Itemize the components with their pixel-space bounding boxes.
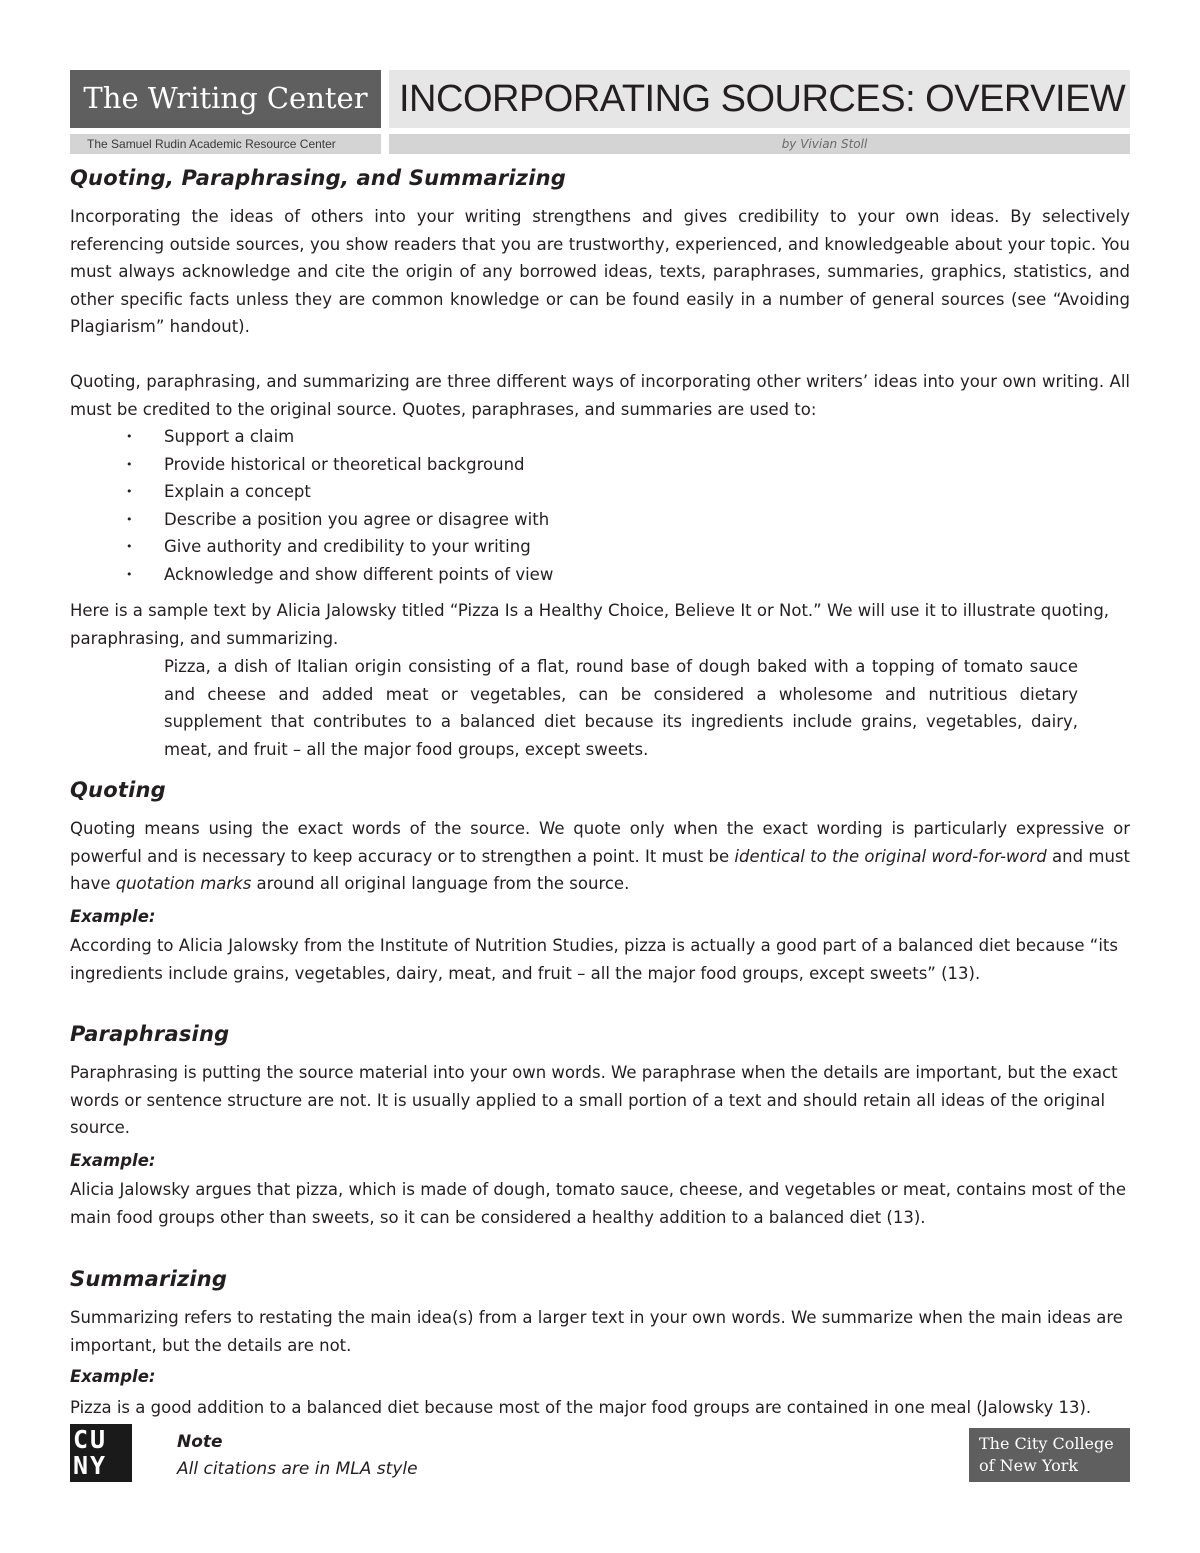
brand-name: The Writing Center: [83, 81, 368, 115]
list-item: [70, 478, 670, 506]
list-item: [70, 506, 670, 534]
intro-heading: Quoting, Paraphrasing, and Summarizing: [70, 166, 566, 190]
writing-center-logo: [70, 70, 381, 128]
list-item-text: Acknowledge and show different points of view: [164, 564, 554, 584]
uses-list: [70, 423, 670, 588]
list-item-text: Provide historical or theoretical background: [164, 454, 525, 474]
quoting-emphasis-2: quotation marks: [115, 874, 252, 893]
list-item-text: Describe a position you agree or disagree with: [164, 509, 550, 529]
bullet-glyph: •: [126, 485, 133, 498]
bullet-glyph: •: [126, 512, 133, 526]
bullet-glyph: •: [126, 540, 133, 553]
byline: [389, 134, 1130, 154]
quoting-emphasis-1: identical to the original word-for-word: [734, 846, 1047, 866]
list-item: [70, 533, 670, 561]
summarizing-paragraph: Summarizing refers to restating the main idea(s) from a larger text in your own words. We summarize when the main ideas are important, but the details are not.: [70, 1308, 1123, 1355]
paraphrasing-example: Alicia Jalowsky argues that pizza, which is made of dough, tomato sauce, cheese, and vegetables or meat, contains most of the main food groups other than sweets, so it can be considered a healthy addition to a balanced diet (13).: [70, 1180, 1127, 1227]
summarizing-heading: Summarizing: [70, 1267, 228, 1291]
quoting-text-3: around all original language from the source.: [251, 874, 630, 893]
cuny-logo: [70, 1424, 132, 1482]
brand-subtitle-text: The Samuel Rudin Academic Resource Center: [87, 137, 336, 151]
cuny-logo-line-2: NY: [73, 1451, 108, 1480]
list-item-text: Give authority and credibility to your writing: [164, 537, 531, 556]
list-item-text: Explain a concept: [164, 482, 311, 501]
bullet-glyph: •: [126, 567, 133, 581]
ccny-logo-line-1: The City College: [979, 1434, 1114, 1453]
byline-text: by Vivian Stoll: [781, 137, 868, 151]
list-item: [70, 451, 670, 479]
note-title: Note: [177, 1432, 223, 1452]
quoting-paragraph: [70, 815, 1130, 898]
sample-intro: Here is a sample text by Alicia Jalowsky titled “Pizza Is a Healthy Choice, Believe It or Not.” We will use it to illustrate quoting, paraphrasing, and summarizing.: [70, 601, 1110, 648]
quoting-example: According to Alicia Jalowsky from the Institute of Nutrition Studies, pizza is actually a good part of a balanced diet because “its ingredients include grains, vegetables, dairy, meat, and fruit – all the major food groups, except sweets” (13).: [70, 936, 1118, 983]
intro-paragraph-1: Incorporating the ideas of others into your writing strengthens and gives credibility to your own ideas. By selectively referencing outside sources, you show readers that you are trustworthy, experienced, and knowledgeable about your topic. You must always acknowledge and cite the origin of any borrowed ideas, texts, paraphrases, summaries, graphics, statistics, and other specific facts unless they are common knowledge or can be found easily in a number of general sources (see “Avoiding Plagiarism” handout).: [70, 207, 1130, 336]
ccny-logo: [969, 1428, 1130, 1482]
bullet-glyph: •: [126, 430, 133, 443]
sample-text-blockquote: Pizza, a dish of Italian origin consisting of a flat, round base of dough baked with a topping of tomato sauce and cheese and added meat or vegetables, can be considered a wholesome and nutritious dietary supplement that contributes to a balanced diet because its ingredients include grains, vegetables, dairy, meat, and fruit – all the major food groups, except sweets.: [164, 657, 1078, 759]
quoting-heading: Quoting: [70, 778, 166, 802]
list-item: [70, 423, 670, 451]
paraphrasing-heading: Paraphrasing: [70, 1022, 230, 1046]
note-text: All citations are in MLA style: [177, 1459, 418, 1479]
paraphrasing-paragraph: Paraphrasing is putting the source material into your own words. We paraphrase when the details are important, but the exact words or sentence structure are not. It is usually applied to a small portion of a text and should retain all ideas of the original source.: [70, 1063, 1118, 1137]
page-title-text: INCORPORATING SOURCES: OVERVIEW: [399, 77, 1126, 120]
quoting-text-2: and must have: [70, 846, 1130, 893]
paraphrasing-example-label: Example:: [70, 1151, 156, 1170]
list-item: [70, 561, 670, 589]
brand-subtitle: [70, 134, 381, 154]
page-title: [389, 70, 1130, 128]
summarizing-example: Pizza is a good addition to a balanced diet because most of the major food groups are contained in one meal (Jalowsky 13).: [70, 1398, 1092, 1417]
cuny-logo-line-1: CU: [73, 1425, 108, 1454]
ccny-logo-line-2: of New York: [979, 1456, 1079, 1475]
quoting-example-label: Example:: [70, 907, 156, 926]
summarizing-example-label: Example:: [70, 1367, 156, 1386]
intro-paragraph-2: Quoting, paraphrasing, and summarizing are three different ways of incorporating other writers’ ideas into your own writing. All must be credited to the original source. Quotes, paraphrases, and summaries are used to:: [70, 372, 1130, 419]
quoting-text-1: Quoting means using the exact words of the source. We quote only when the exact wording is particularly expressive or powerful and is necessary to keep accuracy or to strengthen a point. It must be: [70, 819, 1130, 866]
list-item-text: Support a claim: [164, 427, 295, 446]
bullet-glyph: •: [126, 457, 133, 471]
